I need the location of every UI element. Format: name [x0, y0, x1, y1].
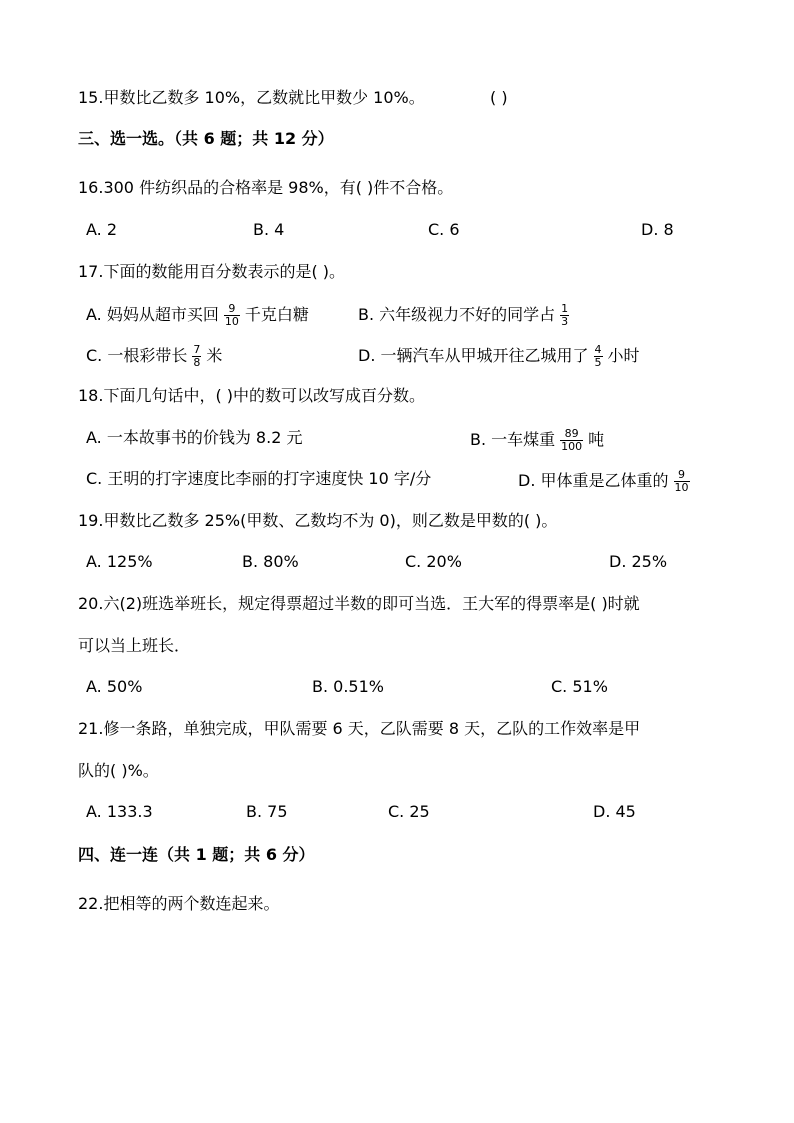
q21-option-a: A. 133.3 — [86, 802, 153, 821]
q16-option-a: A. 2 — [86, 220, 118, 239]
q19-option-b: B. 80% — [242, 552, 299, 571]
q20-option-c: C. 51% — [551, 677, 608, 696]
answer-blank-15: ( ) — [490, 88, 508, 107]
fraction-numerator: 89 — [560, 428, 583, 441]
question-19-text: 19.甲数比乙数多 25%(甲数、乙数均不为 0)，则乙数是甲数的( )。 — [78, 511, 558, 530]
fraction-denominator: 100 — [561, 440, 583, 453]
q17-option-b-text: B. 六年级视力不好的同学占 — [358, 305, 556, 324]
fraction-denominator: 8 — [193, 356, 201, 369]
q17-option-c-unit: 米 — [206, 346, 223, 365]
q18-option-b-unit: 吨 — [588, 430, 605, 449]
question-21-line-1: 21.修一条路，单独完成，甲队需要 6 天，乙队需要 8 天，乙队的工作效率是甲 — [78, 719, 641, 738]
q20-option-b: B. 0.51% — [312, 677, 384, 696]
q18-option-c: C. 王明的打字速度比李丽的打字速度快 10 字/分 — [86, 469, 432, 488]
fraction-denominator: 10 — [674, 481, 689, 494]
fraction-numerator: 9 — [224, 303, 240, 316]
question-18-text: 18.下面几句话中，( )中的数可以改写成百分数。 — [78, 386, 426, 405]
fraction-numerator: 7 — [193, 343, 201, 356]
q18-option-d — [518, 469, 695, 494]
q18-option-b — [470, 428, 604, 453]
q17-option-d-unit: 小时 — [607, 346, 640, 365]
question-22-text: 22.把相等的两个数连起来。 — [78, 894, 280, 913]
q21-option-d: D. 45 — [593, 802, 636, 821]
question-15-text: 15.甲数比乙数多 10%，乙数就比甲数少 10%。 — [78, 88, 425, 107]
fraction-numerator: 9 — [674, 469, 690, 482]
fraction-denominator: 10 — [224, 315, 239, 328]
fraction-numerator: 1 — [561, 302, 569, 315]
q16-option-b: B. 4 — [253, 220, 285, 239]
q17-option-d — [358, 344, 640, 369]
q17-option-c-text: C. 一根彩带长 — [86, 346, 188, 365]
q21-option-c: C. 25 — [388, 802, 430, 821]
q20-option-a: A. 50% — [86, 677, 143, 696]
fraction — [224, 303, 240, 328]
question-20-line-2: 可以当上班长． — [78, 636, 191, 655]
q17-option-a — [86, 303, 309, 328]
question-16-text: 16.300 件纺织品的合格率是 98%，有( )件不合格。 — [78, 178, 454, 197]
q19-option-d: D. 25% — [609, 552, 668, 571]
q18-option-b-text: B. 一车煤重 — [470, 430, 556, 449]
fraction — [560, 303, 569, 328]
fraction — [192, 344, 201, 369]
q19-option-a: A. 125% — [86, 552, 153, 571]
q17-option-c — [86, 344, 222, 369]
fraction-denominator: 5 — [594, 356, 602, 369]
fraction — [594, 344, 603, 369]
question-20-line-1: 20.六(2)班选举班长，规定得票超过半数的即可当选．王大军的得票率是( )时就 — [78, 594, 640, 613]
fraction — [674, 469, 690, 494]
fraction — [560, 428, 583, 453]
section-4-title: 四、连一连（共 1 题；共 6 分） — [78, 845, 315, 864]
q17-option-a-unit: 千克白糖 — [244, 305, 309, 324]
q17-option-d-text: D. 一辆汽车从甲城开往乙城用了 — [358, 346, 589, 365]
q16-option-c: C. 6 — [428, 220, 460, 239]
q18-option-a: A. 一本故事书的价钱为 8.2 元 — [86, 428, 303, 447]
fraction-numerator: 4 — [594, 343, 602, 356]
section-3-title: 三、选一选。（共 6 题；共 12 分） — [78, 129, 334, 148]
q17-option-a-text: A. 妈妈从超市买回 — [86, 305, 219, 324]
q16-option-d: D. 8 — [641, 220, 674, 239]
q18-option-d-text: D. 甲体重是乙体重的 — [518, 471, 669, 490]
q19-option-c: C. 20% — [405, 552, 462, 571]
fraction-denominator: 3 — [561, 315, 569, 328]
question-21-line-2: 队的( )%。 — [78, 761, 159, 780]
q21-option-b: B. 75 — [246, 802, 288, 821]
question-15 — [78, 88, 425, 108]
question-17-text: 17.下面的数能用百分数表示的是( )。 — [78, 262, 346, 281]
q17-option-b — [358, 303, 574, 328]
